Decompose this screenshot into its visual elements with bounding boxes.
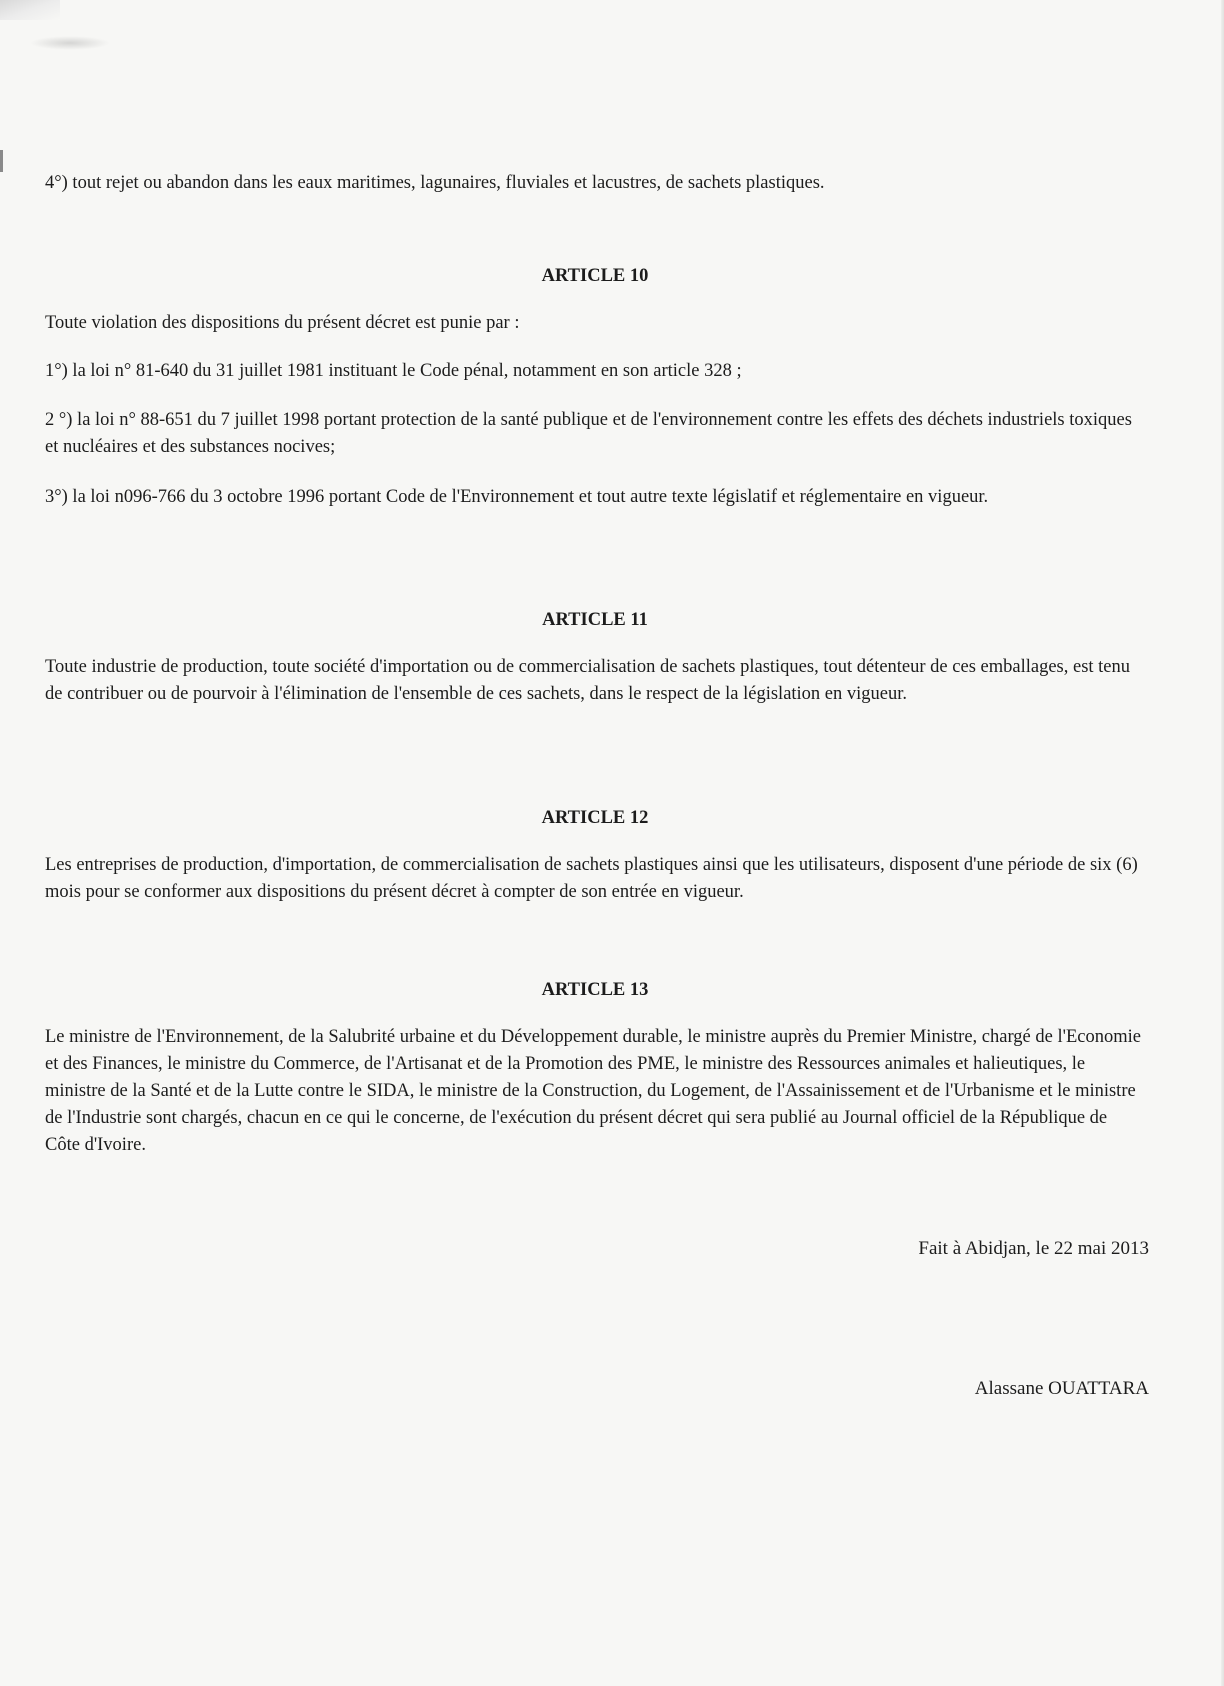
paragraph-item-4: 4°) tout rejet ou abandon dans les eaux maritimes, lagunaires, fluviales et lacustres, de sachets plastiques. [45,173,825,193]
scan-edge-mark [0,150,3,172]
article-11-text: Toute industrie de production, toute société d'importation ou de commercialisation de sachets plastiques, tout détenteur de ces emballages, est tenu de contribuer ou de pourvoir à l'élimination de l'ensemble de ces sachets, dans le respect de la législation en vigueur. [45,657,1131,704]
article-11-heading: ARTICLE 11 [542,610,648,630]
signatory-name: Alassane OUATTARA [974,1378,1149,1399]
article-10-intro: Toute violation des dispositions du présent décret est punie par : [45,313,520,333]
article-13-text: Le ministre de l'Environnement, de la Salubrité urbaine et du Développement durable, le ministre auprès du Premier Ministre, chargé de l'Economie et des Finances, le ministre du Commerce, de l'Artisanat et de la Promotion des PME, le ministre des Ressources animales et halieutiques, le ministre de la Santé et de la Lutte contre le SIDA, le ministre de la Construction, du Logement, de l'Assainissement et de l'Urbanisme et le ministre de l'Industrie sont chargés, chacun en ce qui le concerne, de l'exécution du présent décret qui sera publié au Journal officiel de la République de Côte d'Ivoire. [45,1027,1141,1155]
article-10-heading: ARTICLE 10 [541,266,649,286]
article-10-item-1: 1°) la loi n° 81-640 du 31 juillet 1981 instituant le Code pénal, notamment en son article 328 ; [45,361,742,381]
article-10-item-3: 3°) la loi n096-766 du 3 octobre 1996 portant Code de l'Environnement et tout autre texte législatif et réglementaire en vigueur. [45,487,989,507]
article-12-heading: ARTICLE 12 [541,808,649,828]
place-date: Fait à Abidjan, le 22 mai 2013 [918,1238,1149,1259]
article-12-text: Les entreprises de production, d'importation, de commercialisation de sachets plastiques ainsi que les utilisateurs, disposent d'une période de six (6) mois pour se conformer aux dispositions du présent décret à compter de son entrée en vigueur. [45,855,1138,902]
article-13-heading: ARTICLE 13 [541,980,649,1000]
article-10-item-2: 2 °) la loi n° 88-651 du 7 juillet 1998 portant protection de la santé publique et de l'environnement contre les effets des déchets industriels toxiques et nucléaires et des substances nocives; [45,410,1132,457]
document-page [45,0,1149,1686]
